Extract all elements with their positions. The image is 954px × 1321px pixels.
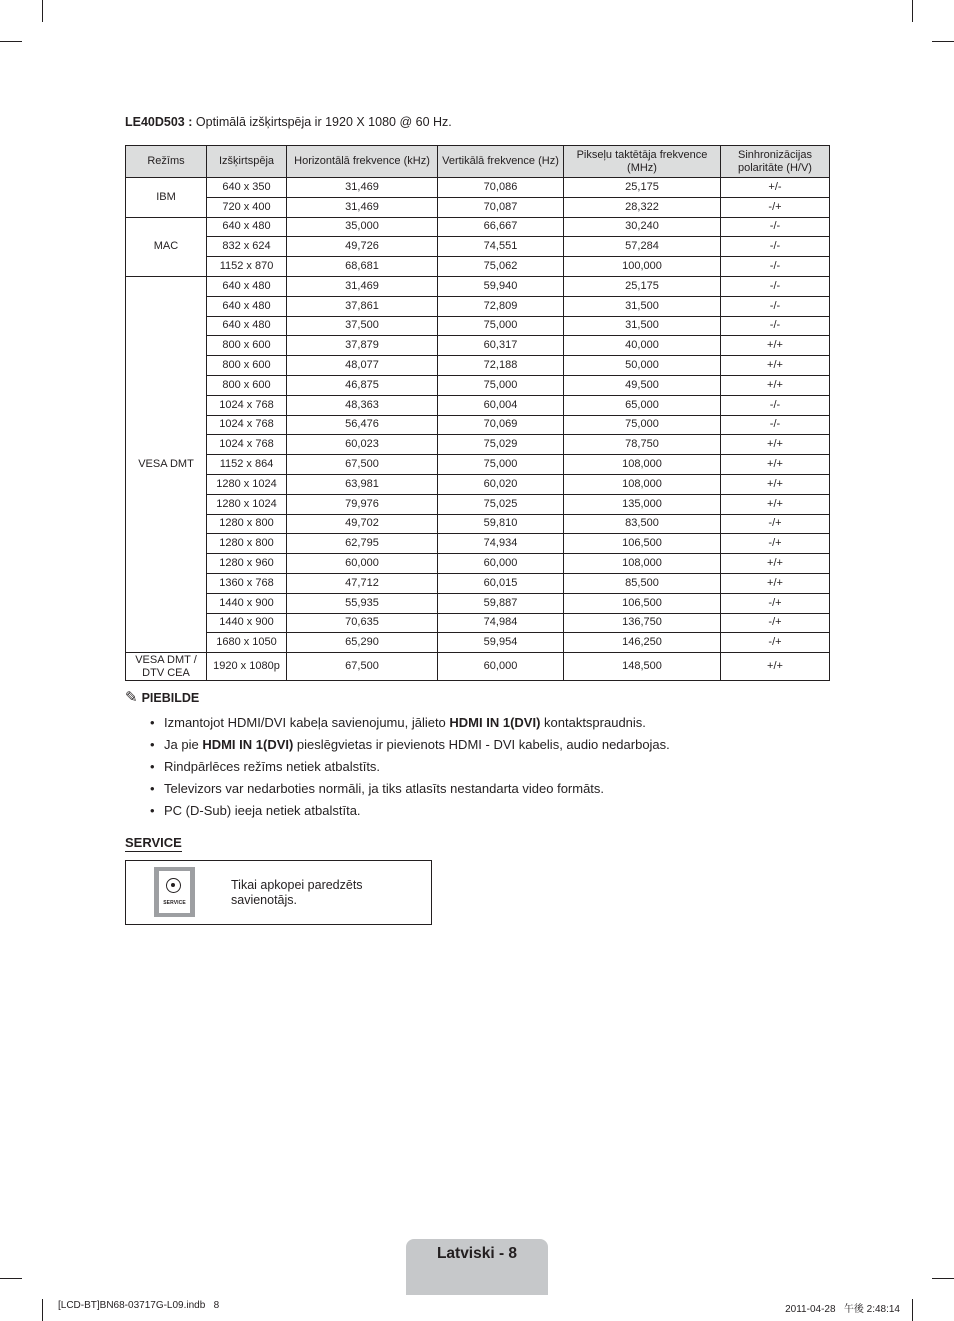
- table-cell: 78,750: [564, 435, 721, 455]
- page-number-tab: Latviski - 8: [406, 1239, 548, 1295]
- table-cell: 1440 x 900: [207, 613, 287, 633]
- note-list: [125, 714, 670, 824]
- mode-cell: VESA DMT: [126, 276, 207, 652]
- table-cell: 57,284: [564, 237, 721, 257]
- bullet-icon: •: [150, 781, 155, 796]
- service-info-box: [125, 860, 432, 925]
- table-row: [126, 494, 830, 514]
- note-item: [125, 736, 670, 758]
- table-row: [126, 375, 830, 395]
- table-cell: 75,062: [438, 257, 564, 277]
- table-row: [126, 316, 830, 336]
- table-cell: 63,981: [287, 474, 438, 494]
- bullet-icon: •: [150, 737, 155, 752]
- table-cell: 25,175: [564, 178, 721, 198]
- table-cell: 40,000: [564, 336, 721, 356]
- column-header: Pikseļu taktētāja frekvence (MHz): [564, 146, 721, 178]
- table-cell: 640 x 350: [207, 178, 287, 198]
- table-cell: 75,000: [438, 316, 564, 336]
- table-cell: 48,363: [287, 395, 438, 415]
- table-cell: 1024 x 768: [207, 415, 287, 435]
- bullet-icon: •: [150, 715, 155, 730]
- table-cell: 640 x 480: [207, 296, 287, 316]
- table-cell: 46,875: [287, 375, 438, 395]
- table-cell: 59,940: [438, 276, 564, 296]
- table-cell: +/+: [721, 653, 830, 681]
- table-row: [126, 257, 830, 277]
- table-cell: +/+: [721, 375, 830, 395]
- table-cell: -/-: [721, 237, 830, 257]
- table-body: [126, 178, 830, 681]
- table-cell: -/-: [721, 217, 830, 237]
- table-cell: 49,726: [287, 237, 438, 257]
- table-cell: 1680 x 1050: [207, 633, 287, 653]
- table-cell: 37,861: [287, 296, 438, 316]
- bullet-icon: •: [150, 759, 155, 774]
- bullet-icon: •: [150, 803, 155, 818]
- service-heading: SERVICE: [125, 835, 182, 850]
- table-cell: 640 x 480: [207, 316, 287, 336]
- column-header: Horizontālā frekvence (kHz): [287, 146, 438, 178]
- model-name: LE40D503 :: [125, 115, 193, 129]
- table-cell: -/-: [721, 296, 830, 316]
- table-cell: -/-: [721, 276, 830, 296]
- table-row: [126, 178, 830, 198]
- table-cell: 75,029: [438, 435, 564, 455]
- table-row: [126, 474, 830, 494]
- table-row: [126, 653, 830, 681]
- table-cell: 37,500: [287, 316, 438, 336]
- table-cell: 31,500: [564, 296, 721, 316]
- table-cell: 1024 x 768: [207, 435, 287, 455]
- table-cell: 66,667: [438, 217, 564, 237]
- crop-mark: [912, 0, 913, 22]
- table-cell: +/+: [721, 356, 830, 376]
- note-text: Televizors var nedarboties normāli, ja tiks atlasīts nestandarta video formāts.: [164, 781, 605, 796]
- table-cell: 65,290: [287, 633, 438, 653]
- table-cell: 60,000: [438, 653, 564, 681]
- table-cell: 148,500: [564, 653, 721, 681]
- table-cell: 108,000: [564, 554, 721, 574]
- table-cell: 62,795: [287, 534, 438, 554]
- table-row: [126, 593, 830, 613]
- display-modes-table: [125, 145, 830, 681]
- note-emphasis: HDMI IN 1(DVI): [449, 715, 541, 730]
- table-cell: 1152 x 870: [207, 257, 287, 277]
- service-description: Tikai apkopei paredzēts savienotājs.: [231, 878, 363, 907]
- table-cell: 60,317: [438, 336, 564, 356]
- table-cell: 75,000: [438, 455, 564, 475]
- table-cell: 49,702: [287, 514, 438, 534]
- table-cell: 56,476: [287, 415, 438, 435]
- note-text: Ja pie: [164, 737, 203, 752]
- service-port-label: SERVICE: [163, 900, 186, 906]
- table-cell: 75,000: [438, 375, 564, 395]
- table-row: [126, 514, 830, 534]
- table-row: [126, 356, 830, 376]
- table-cell: 48,077: [287, 356, 438, 376]
- service-port-icon: [154, 867, 195, 917]
- column-header: Vertikālā frekvence (Hz): [438, 146, 564, 178]
- column-header: Izšķirtspēja: [207, 146, 287, 178]
- table-cell: 640 x 480: [207, 217, 287, 237]
- table-cell: -/-: [721, 257, 830, 277]
- table-cell: 55,935: [287, 593, 438, 613]
- crop-mark: [0, 41, 22, 42]
- table-cell: 31,469: [287, 178, 438, 198]
- table-cell: 59,810: [438, 514, 564, 534]
- crop-mark: [42, 1299, 43, 1321]
- mode-cell: MAC: [126, 217, 207, 276]
- table-row: [126, 534, 830, 554]
- note-item: [125, 758, 670, 780]
- table-row: [126, 554, 830, 574]
- table-cell: 1920 x 1080p: [207, 653, 287, 681]
- note-text: pieslēgvietas ir pievienots HDMI - DVI kabelis, audio nedarbojas.: [293, 737, 670, 752]
- table-cell: 70,069: [438, 415, 564, 435]
- mode-cell: IBM: [126, 178, 207, 218]
- note-emphasis: HDMI IN 1(DVI): [202, 737, 294, 752]
- table-cell: 1280 x 1024: [207, 494, 287, 514]
- crop-mark: [42, 0, 43, 22]
- table-cell: 47,712: [287, 573, 438, 593]
- table-cell: +/+: [721, 435, 830, 455]
- footer-timestamp: 2011-04-28 午後 2:48:14: [785, 1304, 900, 1315]
- table-cell: 1280 x 800: [207, 534, 287, 554]
- table-cell: 1024 x 768: [207, 395, 287, 415]
- table-cell: 70,086: [438, 178, 564, 198]
- crop-mark: [932, 1278, 954, 1279]
- table-row: [126, 217, 830, 237]
- note-title: PIEBILDE: [141, 691, 200, 705]
- model-resolution-line: [125, 115, 452, 129]
- table-cell: -/-: [721, 316, 830, 336]
- table-row: [126, 573, 830, 593]
- table-cell: 25,175: [564, 276, 721, 296]
- table-cell: 1280 x 960: [207, 554, 287, 574]
- note-text: PC (D-Sub) ieeja netiek atbalstīta.: [164, 803, 361, 818]
- note-text: Rindpārlēces režīms netiek atbalstīts.: [164, 759, 381, 774]
- table-cell: 100,000: [564, 257, 721, 277]
- table-cell: 1440 x 900: [207, 593, 287, 613]
- table-cell: 37,879: [287, 336, 438, 356]
- table-cell: 106,500: [564, 593, 721, 613]
- table-cell: +/+: [721, 336, 830, 356]
- table-cell: 65,000: [564, 395, 721, 415]
- table-cell: 50,000: [564, 356, 721, 376]
- crop-mark: [0, 1278, 22, 1279]
- table-cell: 67,500: [287, 455, 438, 475]
- table-cell: 70,087: [438, 197, 564, 217]
- table-cell: 31,469: [287, 197, 438, 217]
- table-cell: 59,887: [438, 593, 564, 613]
- table-cell: +/+: [721, 455, 830, 475]
- table-cell: -/+: [721, 197, 830, 217]
- table-cell: 28,322: [564, 197, 721, 217]
- table-cell: 136,750: [564, 613, 721, 633]
- table-cell: 83,500: [564, 514, 721, 534]
- table-cell: 75,025: [438, 494, 564, 514]
- table-cell: 35,000: [287, 217, 438, 237]
- note-item: [125, 780, 670, 802]
- note-item: [125, 714, 670, 736]
- table-cell: 72,809: [438, 296, 564, 316]
- table-row: [126, 395, 830, 415]
- table-cell: +/+: [721, 554, 830, 574]
- table-cell: 68,681: [287, 257, 438, 277]
- table-header-row: [126, 146, 830, 178]
- note-text: kontaktspraudnis.: [540, 715, 646, 730]
- table-row: [126, 336, 830, 356]
- table-cell: 106,500: [564, 534, 721, 554]
- table-row: [126, 455, 830, 475]
- table-cell: 67,500: [287, 653, 438, 681]
- pencil-icon: ✎: [125, 689, 138, 706]
- table-cell: 31,469: [287, 276, 438, 296]
- table-cell: 60,000: [438, 554, 564, 574]
- table-cell: 74,551: [438, 237, 564, 257]
- table-row: [126, 237, 830, 257]
- table-cell: -/+: [721, 593, 830, 613]
- table-cell: 108,000: [564, 455, 721, 475]
- table-row: [126, 197, 830, 217]
- table-cell: 72,188: [438, 356, 564, 376]
- table-cell: +/-: [721, 178, 830, 198]
- table-cell: -/+: [721, 534, 830, 554]
- table-row: [126, 415, 830, 435]
- table-cell: 135,000: [564, 494, 721, 514]
- table-cell: 720 x 400: [207, 197, 287, 217]
- note-section: [125, 690, 670, 824]
- table-cell: -/+: [721, 613, 830, 633]
- table-cell: 108,000: [564, 474, 721, 494]
- table-cell: 74,934: [438, 534, 564, 554]
- column-header: Režīms: [126, 146, 207, 178]
- table-cell: -/-: [721, 415, 830, 435]
- table-cell: 832 x 624: [207, 237, 287, 257]
- table-cell: 75,000: [564, 415, 721, 435]
- table-cell: 1280 x 1024: [207, 474, 287, 494]
- table-row: [126, 613, 830, 633]
- table-cell: 1280 x 800: [207, 514, 287, 534]
- mode-cell: VESA DMT / DTV CEA: [126, 653, 207, 681]
- table-cell: 74,984: [438, 613, 564, 633]
- column-header: Sinhronizācijas polaritāte (H/V): [721, 146, 830, 178]
- table-cell: -/+: [721, 514, 830, 534]
- table-row: [126, 435, 830, 455]
- table-cell: 800 x 600: [207, 336, 287, 356]
- table-cell: 30,240: [564, 217, 721, 237]
- crop-mark: [912, 1299, 913, 1321]
- table-cell: 85,500: [564, 573, 721, 593]
- table-cell: 60,020: [438, 474, 564, 494]
- table-cell: 1360 x 768: [207, 573, 287, 593]
- table-cell: 800 x 600: [207, 375, 287, 395]
- note-heading: [125, 690, 670, 706]
- optimal-resolution-text: Optimālā izšķirtspēja ir 1920 X 1080 @ 60 Hz.: [195, 115, 452, 129]
- table-cell: 60,004: [438, 395, 564, 415]
- table-cell: +/+: [721, 474, 830, 494]
- table-cell: 79,976: [287, 494, 438, 514]
- table-row: [126, 296, 830, 316]
- note-text: Izmantojot HDMI/DVI kabeļa savienojumu, jālieto: [164, 715, 450, 730]
- table-row: [126, 276, 830, 296]
- table-cell: 49,500: [564, 375, 721, 395]
- note-item: [125, 802, 670, 824]
- footer-file-name: [LCD-BT]BN68-03717G-L09.indb 8: [58, 1300, 220, 1311]
- table-cell: 1152 x 864: [207, 455, 287, 475]
- table-cell: +/+: [721, 494, 830, 514]
- table-cell: 59,954: [438, 633, 564, 653]
- table-row: [126, 633, 830, 653]
- table-cell: -/-: [721, 395, 830, 415]
- table-cell: 640 x 480: [207, 276, 287, 296]
- table-cell: 70,635: [287, 613, 438, 633]
- crop-mark: [932, 41, 954, 42]
- table-cell: -/+: [721, 633, 830, 653]
- table-cell: 60,023: [287, 435, 438, 455]
- table-cell: +/+: [721, 573, 830, 593]
- table-cell: 146,250: [564, 633, 721, 653]
- table-cell: 800 x 600: [207, 356, 287, 376]
- table-cell: 60,015: [438, 573, 564, 593]
- table-cell: 60,000: [287, 554, 438, 574]
- table-cell: 31,500: [564, 316, 721, 336]
